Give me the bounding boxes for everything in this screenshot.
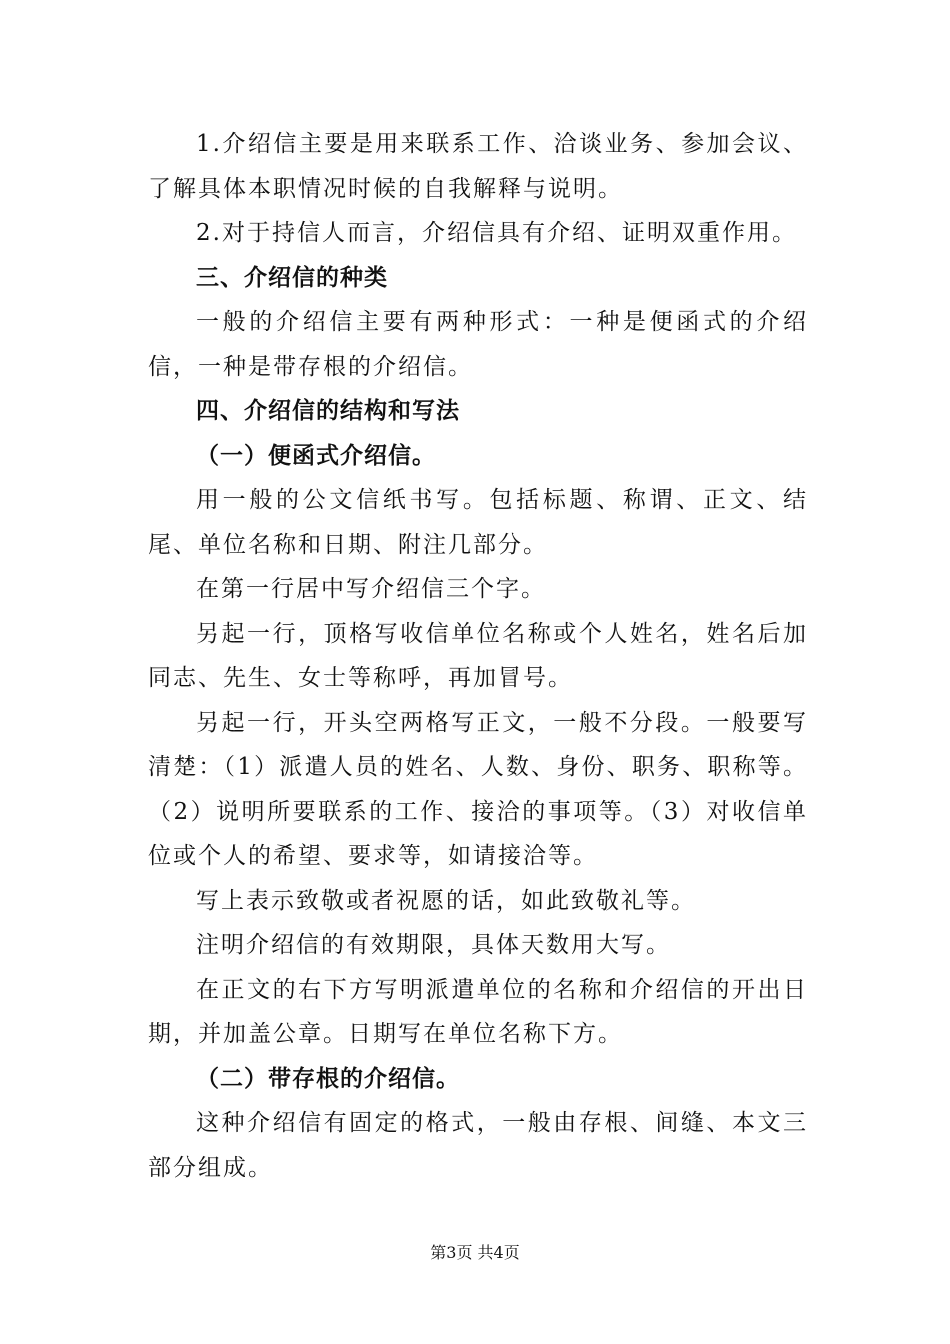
section-heading-structure: 四、介绍信的结构和写法: [196, 398, 460, 424]
paragraph-stub-format: 这种介绍信有固定的格式，一般由存根、间缝、本文三部分组成。: [148, 1110, 808, 1181]
section-heading-types: 三、介绍信的种类: [196, 264, 388, 291]
paragraph-signature: 在正文的右下方写明派遣单位的名称和介绍信的开出日期，并加盖公章。日期写在单位名称下方。: [148, 976, 808, 1047]
document-body: [148, 122, 808, 1190]
page-total: 共4页: [477, 1243, 520, 1262]
paragraph-salutation: 另起一行，顶格写收信单位名称或个人姓名，姓名后加同志、先生、女士等称呼，再加冒号。: [148, 620, 808, 691]
paragraph-types: 一般的介绍信主要有两种形式：一种是便函式的介绍信，一种是带存根的介绍信。: [148, 309, 808, 380]
page-number: 第3页: [430, 1243, 473, 1262]
paragraph-closing: 写上表示致敬或者祝愿的话，如此致敬礼等。: [196, 887, 696, 914]
paragraph-purpose: 1.介绍信主要是用来联系工作、洽谈业务、参加会议、了解具体本职情况时候的自我解释与说明。: [148, 131, 808, 202]
subheading-memo-letter: （一）便函式介绍信。: [196, 442, 436, 469]
page-footer: [0, 1243, 950, 1263]
paragraph-memo-format: 用一般的公文信纸书写。包括标题、称谓、正文、结尾、单位名称和日期、附注几部分。: [148, 487, 808, 558]
paragraph-body-text: 另起一行，开头空两格写正文，一般不分段。一般要写清楚：（1）派遣人员的姓名、人数、身份、职务、职称等。（2）说明所要联系的工作、接洽的事项等。（3）对收信单位或个人的希望、要求等，如请接洽等。: [148, 709, 808, 869]
paragraph-function: 2.对于持信人而言，介绍信具有介绍、证明双重作用。: [196, 220, 797, 246]
subheading-stub-letter: （二）带存根的介绍信。: [196, 1065, 460, 1092]
paragraph-validity: 注明介绍信的有效期限，具体天数用大写。: [196, 932, 671, 958]
paragraph-title-line: 在第一行居中写介绍信三个字。: [196, 576, 546, 602]
